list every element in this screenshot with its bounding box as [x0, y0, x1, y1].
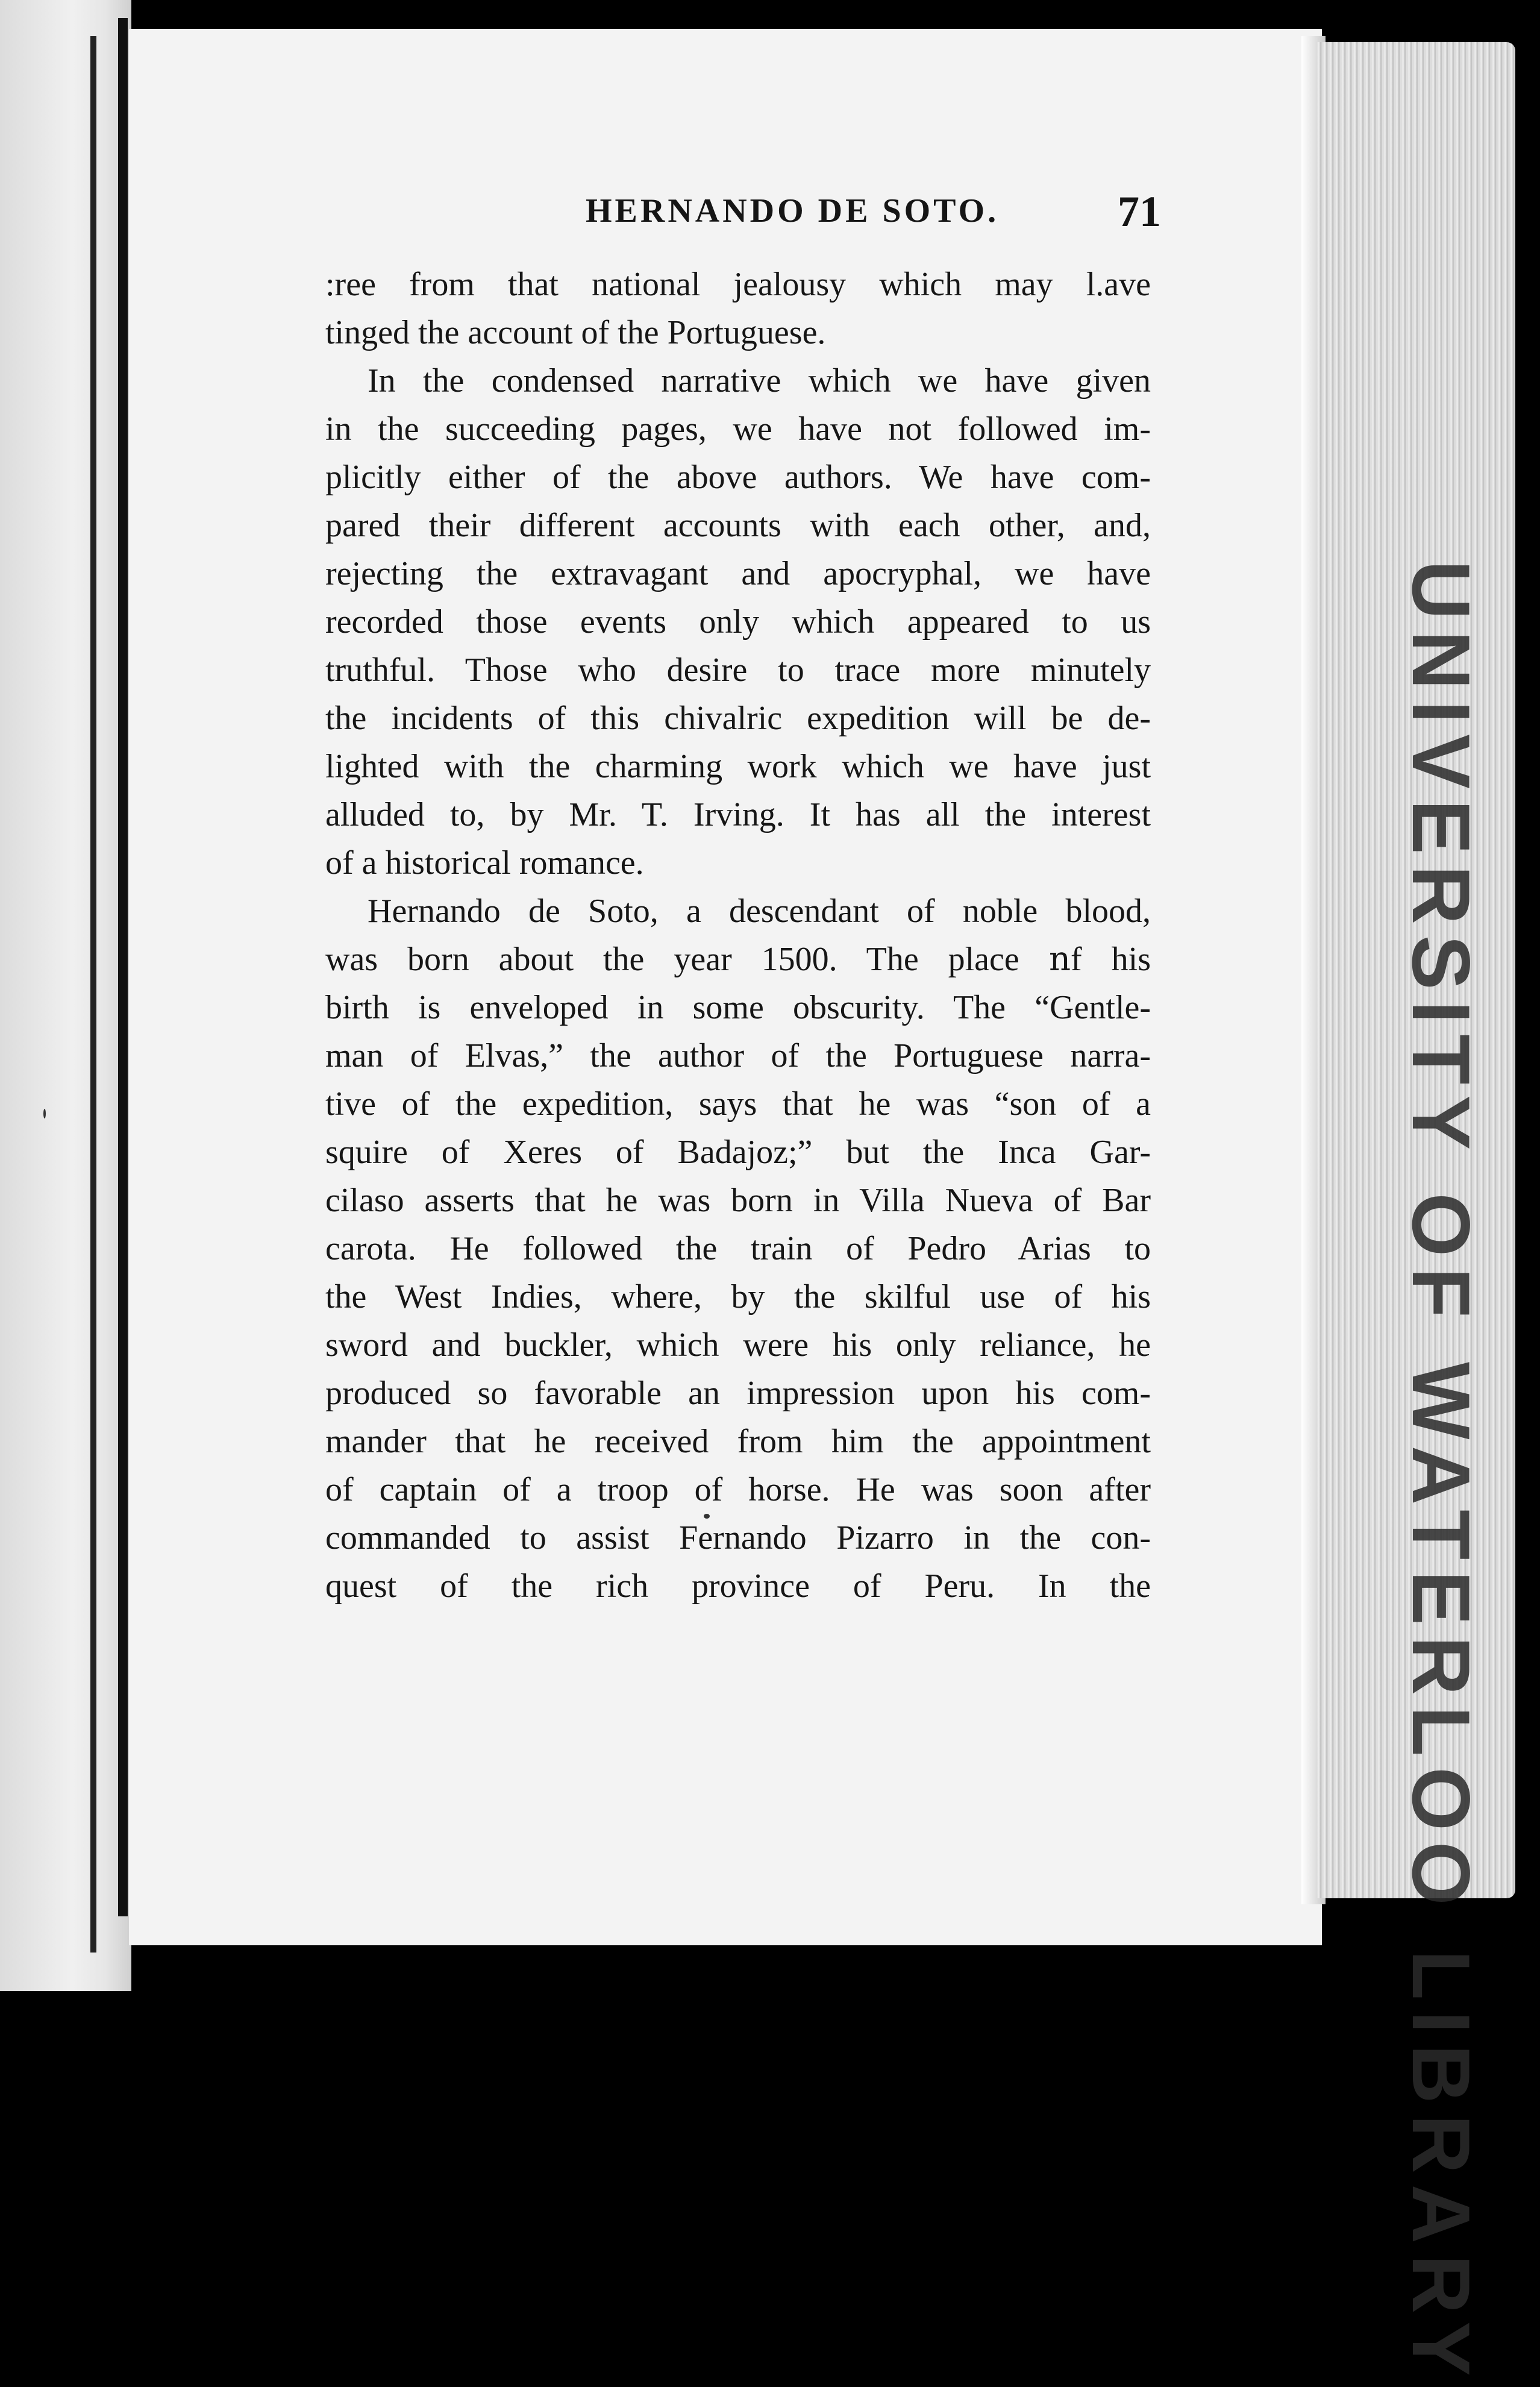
text-line: of captain of a troop of horse. He was soon after — [325, 1471, 1151, 1508]
running-head: HERNANDO DE SOTO. — [586, 192, 1000, 230]
text-line: sword and buckler, which were his only reliance, he — [325, 1326, 1151, 1364]
body-text — [325, 260, 1151, 1610]
ink-speck — [43, 1109, 46, 1118]
text-line: alluded to, by Mr. T. Irving. It has all the interest — [325, 796, 1151, 833]
text-line: carota. He followed the train of Pedro Arias to — [325, 1230, 1151, 1267]
text-line: mander that he received from him the appointment — [325, 1423, 1151, 1460]
text-line: Hernando de Soto, a descendant of noble blood, — [368, 892, 1151, 930]
gutter-line — [118, 18, 128, 1916]
text-line: birth is enveloped in some obscurity. The “Gentle- — [325, 989, 1151, 1026]
text-line: tive of the expedition, says that he was “son of a — [325, 1085, 1151, 1123]
text-line: cilaso asserts that he was born in Villa Nueva of Bar — [325, 1182, 1151, 1219]
left-page-edge — [0, 0, 131, 1991]
text-line: recorded those events only which appeared to us — [325, 603, 1151, 641]
text-line: tinged the account of the Portuguese. — [325, 314, 826, 351]
text-line: rejecting the extravagant and apocryphal, we have — [325, 555, 1151, 592]
ink-speck — [704, 1514, 710, 1519]
library-stamp: UNIVERSITY OF WATERLOO LIBRARY — [1395, 560, 1487, 2387]
text-line: quest of the rich province of Peru. In the — [325, 1567, 1151, 1605]
text-line: the West Indies, where, by the skilful use of his — [325, 1278, 1151, 1316]
text-line: plicitly either of the above authors. We have com- — [325, 459, 1151, 496]
text-line: man of Elvas,” the author of the Portuguese narra- — [325, 1037, 1151, 1074]
text-line: of a historical romance. — [325, 844, 644, 882]
text-line: the incidents of this chivalric expedition will be de- — [325, 700, 1151, 737]
text-line: lighted with the charming work which we have just — [325, 748, 1151, 785]
gutter-shadow — [90, 36, 96, 1953]
text-line: truthful. Those who desire to trace more minutely — [325, 651, 1151, 689]
text-line: pared their different accounts with each other, and, — [325, 507, 1151, 544]
text-line: produced so favorable an impression upon his com- — [325, 1375, 1151, 1412]
text-line: commanded to assist Fernando Pizarro in the con- — [325, 1519, 1151, 1557]
text-line: in the succeeding pages, we have not followed im- — [325, 410, 1151, 448]
text-line: was born about the year 1500. The place ոf his — [325, 941, 1151, 978]
text-line: squire of Xeres of Badajoz;” but the Inca Gar- — [325, 1134, 1151, 1171]
page-number: 71 — [1118, 187, 1161, 236]
text-line: In the condensed narrative which we have given — [368, 362, 1151, 400]
text-line: :ree from that national jealousy which may l.ave — [325, 266, 1151, 303]
